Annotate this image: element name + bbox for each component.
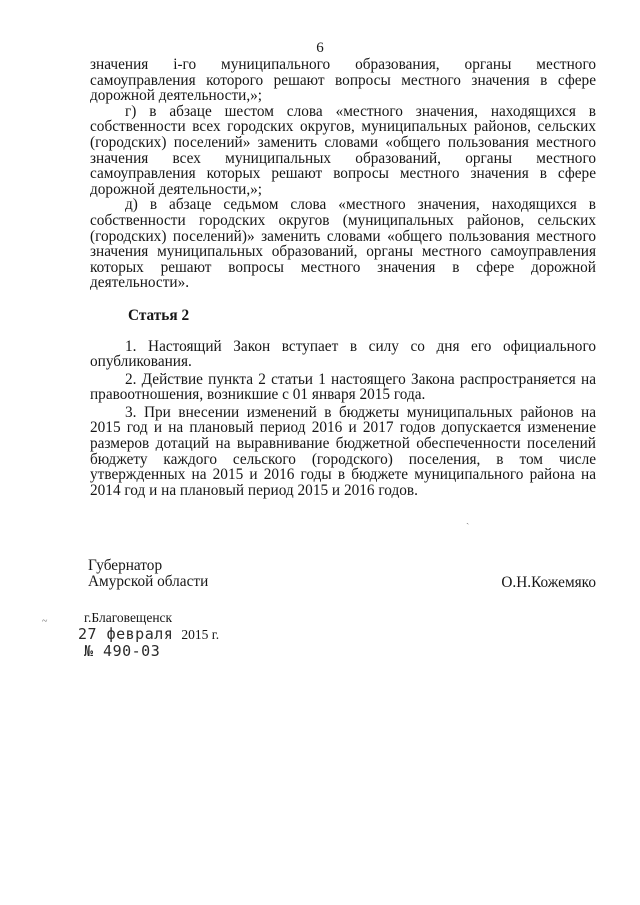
number-stamp: № 490-03 bbox=[84, 642, 161, 660]
date-year: 2015 г. bbox=[181, 627, 220, 642]
signature-position bbox=[88, 558, 208, 590]
place-name: г.Благовещенск bbox=[84, 610, 173, 625]
signature-position-line-2: Амурской области bbox=[88, 573, 209, 590]
scan-mark-left: ~ bbox=[42, 616, 48, 627]
signature-position-line-1: Губернатор bbox=[88, 557, 163, 574]
paragraph-continuation: значения i-го муниципального образования, органы местного самоуправления которого решают вопросы местного значения в сфере дорожной деятельности,»; bbox=[90, 56, 596, 105]
article-2-item-2: 2. Действие пункта 2 статьи 1 настоящего Закона распространяется на правоотношения, возникшие с 01 января 2015 года. bbox=[90, 370, 596, 404]
date-line bbox=[78, 625, 220, 643]
place-date-block bbox=[78, 610, 220, 660]
date-stamp: 27 февраля bbox=[78, 625, 174, 643]
article-2-item-3: 3. При внесении изменений в бюджеты муниципальных районов на 2015 год и на плановый период 2016 и 2017 годов допускается изменение размеров дотаций на выравнивание бюджетной обеспеченности поселений бюджету каждого сельского (городского) поселения, в том числе утвержденных на 2015 и 2016 годы в бюджете муниципального района на 2014 год и на плановый период 2015 и 2016 годов. bbox=[90, 403, 596, 499]
article-2-title: Статья 2 bbox=[128, 306, 190, 324]
page-number: 6 bbox=[316, 40, 324, 56]
paragraph-g: г) в абзаце шестом слова «местного значения, находящихся в собственности всех городских округов, муниципальных районов, сельских (городских) поселений» заменить словами «общего пользования местного значения всех муниципальных образований, органы местного самоуправления которых решают вопросы местного значения в сфере дорожной деятельности,»; bbox=[90, 102, 596, 198]
paragraph-d: д) в абзаце седьмом слова «местного значения, находящихся в собственности городских округов (муниципальных районов, сельских (городских) поселений)» заменить словами «общего пользования местного значения муниципальных образований, органы местного самоуправления которых решают вопросы местного значения в сфере дорожной деятельности». bbox=[90, 196, 596, 292]
article-2-item-1: 1. Настоящий Закон вступает в силу со дня его официального опубликования. bbox=[90, 337, 596, 371]
document-body bbox=[90, 57, 596, 500]
scan-mark: ˎ bbox=[466, 514, 470, 525]
signatory-name: О.Н.Кожемяко bbox=[501, 574, 596, 591]
